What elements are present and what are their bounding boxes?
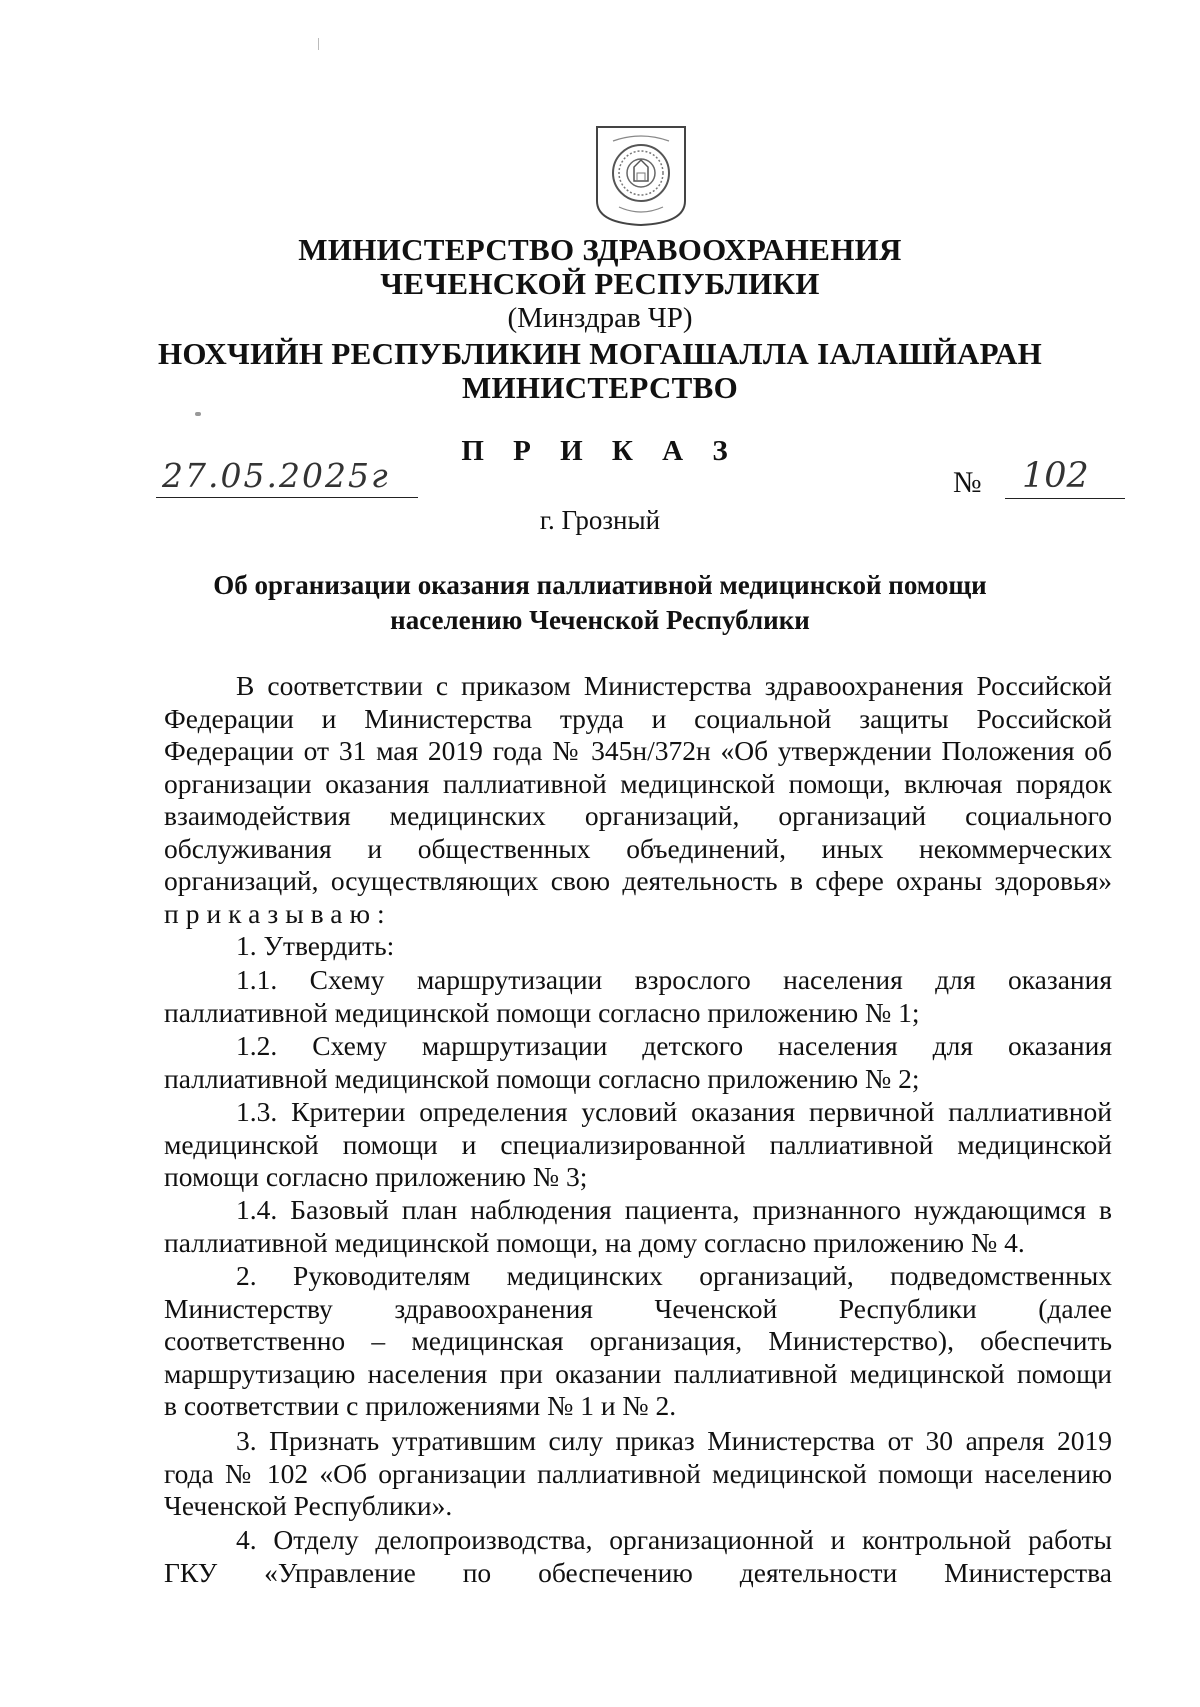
body-line: 2. Руководителям медицинских организаций, подведомственных: [236, 1260, 1112, 1291]
body-line: 4. Отделу делопроизводства, организационной и контрольной работы: [236, 1524, 1112, 1555]
body-line: маршрутизацию населения при оказании паллиативной медицинской помощи: [164, 1357, 1112, 1389]
body-line: соответственно – медицинская организация, Министерство), обеспечить: [164, 1325, 1112, 1356]
body-line: в соответствии с приложениями № 1 и № 2.: [164, 1390, 677, 1421]
body-line: 1.4. Базовый план наблюдения пациента, признанного нуждающимся в: [236, 1194, 1112, 1225]
order-date: 27.05.2025г: [162, 456, 390, 495]
order-body-item-2: [164, 1260, 1112, 1423]
order-number-sign: №: [953, 466, 982, 499]
order-body-item-4: [164, 1524, 1112, 1589]
date-underline: [156, 497, 418, 498]
body-line: помощи согласно приложению № 3;: [164, 1161, 588, 1192]
body-line: 3. Признать утратившим силу приказ Министерства от 30 апреля 2019: [236, 1425, 1112, 1456]
body-line: Федерации и Министерства труда и социальной защиты Российской: [164, 702, 1112, 734]
order-city: г. Грозный: [539, 505, 661, 535]
body-line: паллиативной медицинской помощи, на дому согласно приложению № 4.: [164, 1226, 1025, 1258]
body-line: года № 102 «Об организации паллиативной медицинской помощи населению: [164, 1457, 1112, 1489]
order-subject-line1: Об организации оказания паллиативной медицинской помощи: [213, 570, 987, 600]
order-body: [164, 670, 1112, 963]
scan-artifact: [318, 38, 319, 50]
body-line: 1.1. Схему маршрутизации взрослого населения для оказания: [236, 964, 1112, 995]
body-line: паллиативной медицинской помощи согласно приложению № 2;: [164, 1062, 920, 1094]
order-title: П Р И К А З: [461, 435, 739, 467]
body-line: 1. Утвердить:: [236, 930, 395, 961]
ministry-name-chechen-line2: МИНИСТЕРСТВО: [461, 370, 739, 405]
number-underline: [1005, 498, 1125, 499]
body-line: ГКУ «Управление по обеспечению деятельности Министерства: [164, 1556, 1112, 1588]
ministry-name-chechen-line1: НОХЧИЙН РЕСПУБЛИКИН МОГАШАЛЛА ІАЛАШЙАРАН: [157, 336, 1043, 371]
body-line: Чеченской Республики».: [164, 1490, 453, 1521]
body-line: организации оказания паллиативной медицинской помощи, включая порядок: [164, 767, 1112, 799]
order-body-item-3: [164, 1425, 1112, 1523]
ministry-name-line1: МИНИСТЕРСТВО ЗДРАВООХРАНЕНИЯ: [298, 232, 902, 267]
scan-artifact: [195, 412, 201, 416]
ministry-name-line2: ЧЕЧЕНСКОЙ РЕСПУБЛИКИ: [380, 266, 820, 301]
order-body-item-1-3: [164, 1096, 1112, 1194]
body-line: 1.3. Критерии определения условий оказания первичной паллиативной: [236, 1096, 1112, 1127]
order-body-item-1-2: [164, 1030, 1112, 1095]
body-line: 1.2. Схему маршрутизации детского населения для оказания: [236, 1030, 1112, 1061]
body-line: взаимодействия медицинских организаций, организаций социального: [164, 800, 1112, 831]
order-body-item-1-4: [164, 1194, 1112, 1259]
order-number: 102: [1022, 456, 1089, 496]
order-body-item-1-1: [164, 964, 1112, 1029]
body-line: Министерству здравоохранения Чеченской Республики (далее: [164, 1292, 1112, 1324]
body-line: организаций, осуществляющих свою деятельность в сфере охраны здоровья»: [164, 865, 1112, 896]
order-subject-line2: населению Чеченской Республики: [390, 605, 810, 635]
body-line: паллиативной медицинской помощи согласно приложению № 1;: [164, 996, 920, 1028]
body-line: медицинской помощи и специализированной паллиативной медицинской: [164, 1128, 1112, 1160]
body-line: обслуживания и общественных объединений, иных некоммерческих: [164, 832, 1112, 864]
body-line: Федерации от 31 мая 2019 года № 345н/372н «Об утверждении Положения об: [164, 735, 1112, 766]
body-line: приказываю:: [164, 897, 392, 929]
chechen-coat-of-arms-icon: [593, 123, 689, 227]
ministry-abbreviation: (Минздрав ЧР): [507, 302, 693, 334]
body-line: В соответствии с приказом Министерства здравоохранения Российской: [236, 670, 1112, 701]
